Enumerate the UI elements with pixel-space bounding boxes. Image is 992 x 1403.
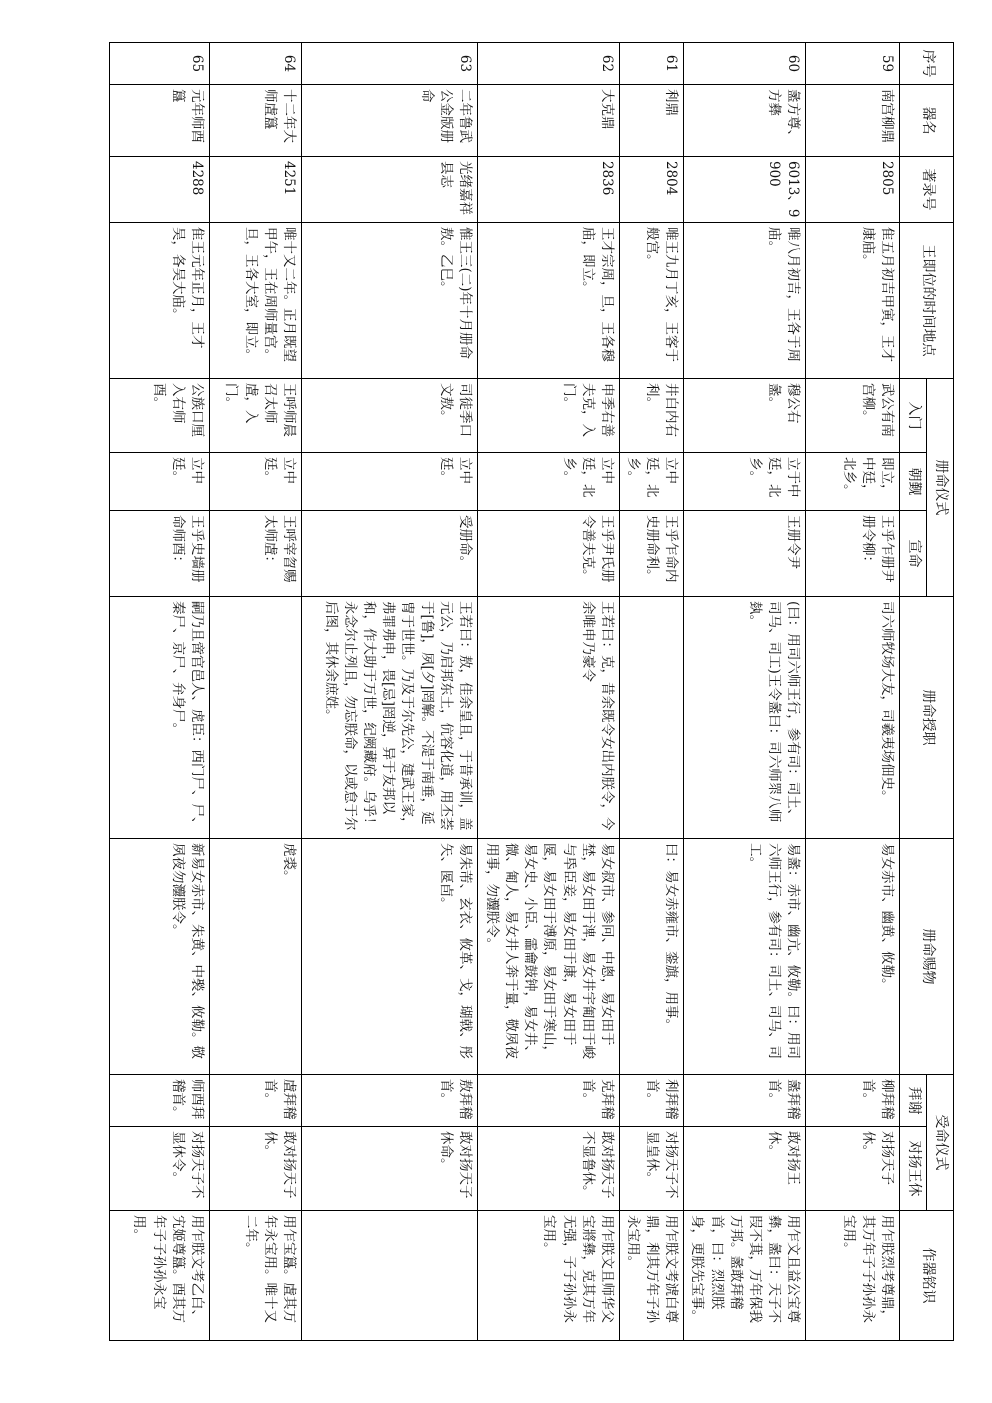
cell-time-place: 王才宗周，旦，王各穆庙，即立。	[477, 223, 619, 379]
table-row	[109, 43, 209, 1341]
header-entry: 入门	[900, 379, 927, 453]
cell-inscription: 用乍朕文考乙白、宄姬尊簋。酉其万年子子孙孙永宝用。	[109, 1211, 209, 1341]
cell-decree: 王册令尹	[684, 511, 806, 597]
table-row	[619, 43, 683, 1341]
cell-gifts: 易女叔市、参冋、中悤，易女田于埜，易女田于渒，易女井宇匍田于峻与氒臣妾，易女田于康，易女田于匽，易女田于溥原，易女田于寒山，易女史、小臣、霝龠鼓钟，易女井、微、匍人，易女井人奔于量，敬夙夜用事，勿灋朕令。	[477, 839, 619, 1075]
cell-court: 立中廷。	[301, 453, 477, 511]
cell-praise: 敢对扬天子休命。	[301, 1127, 477, 1211]
cell-time-place: 唯十又二年。正月既望甲午，王在周师量宫。旦，王各大室，即立。	[209, 223, 301, 379]
cell-seq: 64	[209, 43, 301, 85]
header-ceremony: 册命仪式	[927, 379, 954, 597]
cell-entry: 王呼师晨召太师虘，入门。	[209, 379, 301, 453]
cell-seq: 61	[619, 43, 683, 85]
cell-praise: 敢对扬天子休。	[209, 1127, 301, 1211]
cell-time-place: 唯八月初吉，王各于周庙。	[684, 223, 806, 379]
cell-name: 十二年大师虘簋	[209, 85, 301, 157]
cell-inscription: 用乍宝簋。虘其万年永宝用。唯十又二年。	[209, 1211, 301, 1341]
header-office: 册命授职	[900, 597, 954, 839]
header-record: 著录号	[900, 157, 954, 223]
cell-bow: 柳拜稽首。	[806, 1075, 900, 1127]
cell-gifts: 易女赤市、幽黄、攸勒。	[806, 839, 900, 1075]
cell-entry: 穆公右盠。	[684, 379, 806, 453]
cell-entry: 公族口厘入右师酉。	[109, 379, 209, 453]
cell-name: 盠方尊、方彝	[684, 85, 806, 157]
header-bow: 拜谢	[900, 1075, 927, 1127]
cell-office	[209, 597, 301, 839]
cell-seq: 59	[806, 43, 900, 85]
cell-court: 立中廷。	[209, 453, 301, 511]
cell-name: 大克鼎	[477, 85, 619, 157]
cell-bow: 利拜稽首。	[619, 1075, 683, 1127]
cell-bow: 师酉拜稽首。	[109, 1075, 209, 1127]
table-row	[806, 43, 900, 1341]
cell-inscription: 用乍文且益公宝尊彝，盠曰：天子不叚不萁，万年保我万邦。盠敢拜稽首，曰：烈烈朕身，更朕先宝事。	[684, 1211, 806, 1341]
cell-seq: 63	[301, 43, 477, 85]
header-name: 器名	[900, 85, 954, 157]
cell-gifts: 易朱芾、玄衣、攸革、戈，瑚戟、彤矢、匽卣。	[301, 839, 477, 1075]
cell-decree: 王乎乍命内史册命利。	[619, 511, 683, 597]
cell-office: 司六师牧场大友，司羲夷场佃史。	[806, 597, 900, 839]
cell-bow: 克拜稽首。	[477, 1075, 619, 1127]
cell-name: 二年鲁武公金版册命	[301, 85, 477, 157]
table-row	[301, 43, 477, 1341]
header-seq: 序号	[900, 43, 954, 85]
cell-entry: 武公有南宫柳。	[806, 379, 900, 453]
cell-office: 王若曰：敖，佳余皇且，于昔承训，盖元公，乃启邦东土，伉容化道，用丕荟于[鲁]，夙[夕]罔解。不湜于南垂，延冑于世世。乃及于尔先公，建武王家，弗罪弗申，畏[忌]罔逆，异于友邦以和，作大助于万世，纪阙藏府。乌乎！永念尔止列且，勿忘朕命，以或怠于尔后图，其休余庶姓。	[301, 597, 477, 839]
cell-decree: 受册命。	[301, 511, 477, 597]
cell-office: (曰：用司六师王行，参有司：司土、司马、司工)王令盠曰：司六师眔八师埶。	[684, 597, 806, 839]
cell-praise: 对扬天子休。	[806, 1127, 900, 1211]
cell-bow: 敖拜稽首。	[301, 1075, 477, 1127]
header-decree: 宣命	[900, 511, 927, 597]
cell-decree: 王乎乍册尹册令柳：	[806, 511, 900, 597]
cell-time-place: 惟王三(二)年十月册命敖。乙巳。	[301, 223, 477, 379]
cell-entry: 井白内右利。	[619, 379, 683, 453]
cell-office: 王若曰：克，昔余既令女出内朕令，今余唯申乃豪令	[477, 597, 619, 839]
cell-seq: 62	[477, 43, 619, 85]
header-time-place: 王即位的时间地点	[900, 223, 954, 379]
cell-inscription: 用乍朕文考淲白尊鼎，利其万年子孙永宝用。	[619, 1211, 683, 1341]
cell-court: 即立，中廷，北乡。	[806, 453, 900, 511]
cell-gifts: 新易女赤市、朱黄、中褧、攸勒。敬夙夜勿灋朕令。	[109, 839, 209, 1075]
table-body	[109, 43, 899, 1341]
cell-record: 4251	[209, 157, 301, 223]
cell-court: 立中廷，北乡。	[619, 453, 683, 511]
header-inscription: 作器铭识	[900, 1211, 954, 1341]
cell-seq: 60	[684, 43, 806, 85]
cell-record: 6013、9900	[684, 157, 806, 223]
header-gifts: 册命赐物	[900, 839, 954, 1075]
cell-inscription: 用乍朕烈考尊鼎，其万年子子孙孙永宝用。	[806, 1211, 900, 1341]
cell-praise: 对扬天子不显休令。	[109, 1127, 209, 1211]
header-acceptance: 受命仪式	[927, 1075, 954, 1211]
cell-court: 立于中廷，北乡。	[684, 453, 806, 511]
cell-time-place: 隹五月初吉甲寅，王才康庙。	[806, 223, 900, 379]
cell-record: 2836	[477, 157, 619, 223]
cell-decree: 王乎史墙册命师酉：	[109, 511, 209, 597]
cell-court: 立中廷。	[109, 453, 209, 511]
table-row	[209, 43, 301, 1341]
table-row	[684, 43, 806, 1341]
cell-bow: 盠拜稽首。	[684, 1075, 806, 1127]
cell-praise: 对扬天子不显皇休。	[619, 1127, 683, 1211]
cell-time-place: 隹王元年正月，王才吴，各吴大庙。	[109, 223, 209, 379]
cell-name: 元年师酉簋	[109, 85, 209, 157]
cell-record: 4288	[109, 157, 209, 223]
cell-office	[619, 597, 683, 839]
cell-name: 南宫柳鼎	[806, 85, 900, 157]
cell-praise: 敢对扬王休。	[684, 1127, 806, 1211]
header-court: 朝觐	[900, 453, 927, 511]
table-row	[477, 43, 619, 1341]
cell-court: 立中廷，北乡。	[477, 453, 619, 511]
cell-record: 2805	[806, 157, 900, 223]
cell-gifts: 易盠：赤市、幽亢、攸勒。曰：用司六师王行，参有司：司土、司马、司工。	[684, 839, 806, 1075]
investiture-table	[109, 42, 954, 1341]
cell-time-place: 唯王九月丁亥，王客于般宫。	[619, 223, 683, 379]
cell-decree: 王呼宰曶赐太师虘：	[209, 511, 301, 597]
cell-entry: 申季右善夫克，入门。	[477, 379, 619, 453]
cell-entry: 司徒季口文敖。	[301, 379, 477, 453]
header-row-1	[927, 43, 954, 1341]
cell-office: 嗣乃且啻官邑人、虎臣：西门尸、尸、秦尸、京尸、弁身尸。	[109, 597, 209, 839]
header-praise: 对扬王休	[900, 1127, 927, 1211]
cell-record: 2804	[619, 157, 683, 223]
cell-inscription: 用乍朕文且师华父宝將彝，克其万年无强，子子孙孙永宝用。	[477, 1211, 619, 1341]
cell-record: 光绪嘉祥县志	[301, 157, 477, 223]
cell-inscription	[301, 1211, 477, 1341]
cell-bow: 虘拜稽首。	[209, 1075, 301, 1127]
cell-decree: 王乎尹氏册令善夫克。	[477, 511, 619, 597]
cell-praise: 敢对扬天子不显鲁休。	[477, 1127, 619, 1211]
cell-gifts: 曰：易女赤雍市、銮旗，用事。	[619, 839, 683, 1075]
cell-seq: 65	[109, 43, 209, 85]
cell-gifts: 虎裘。	[209, 839, 301, 1075]
cell-name: 利鼎	[619, 85, 683, 157]
